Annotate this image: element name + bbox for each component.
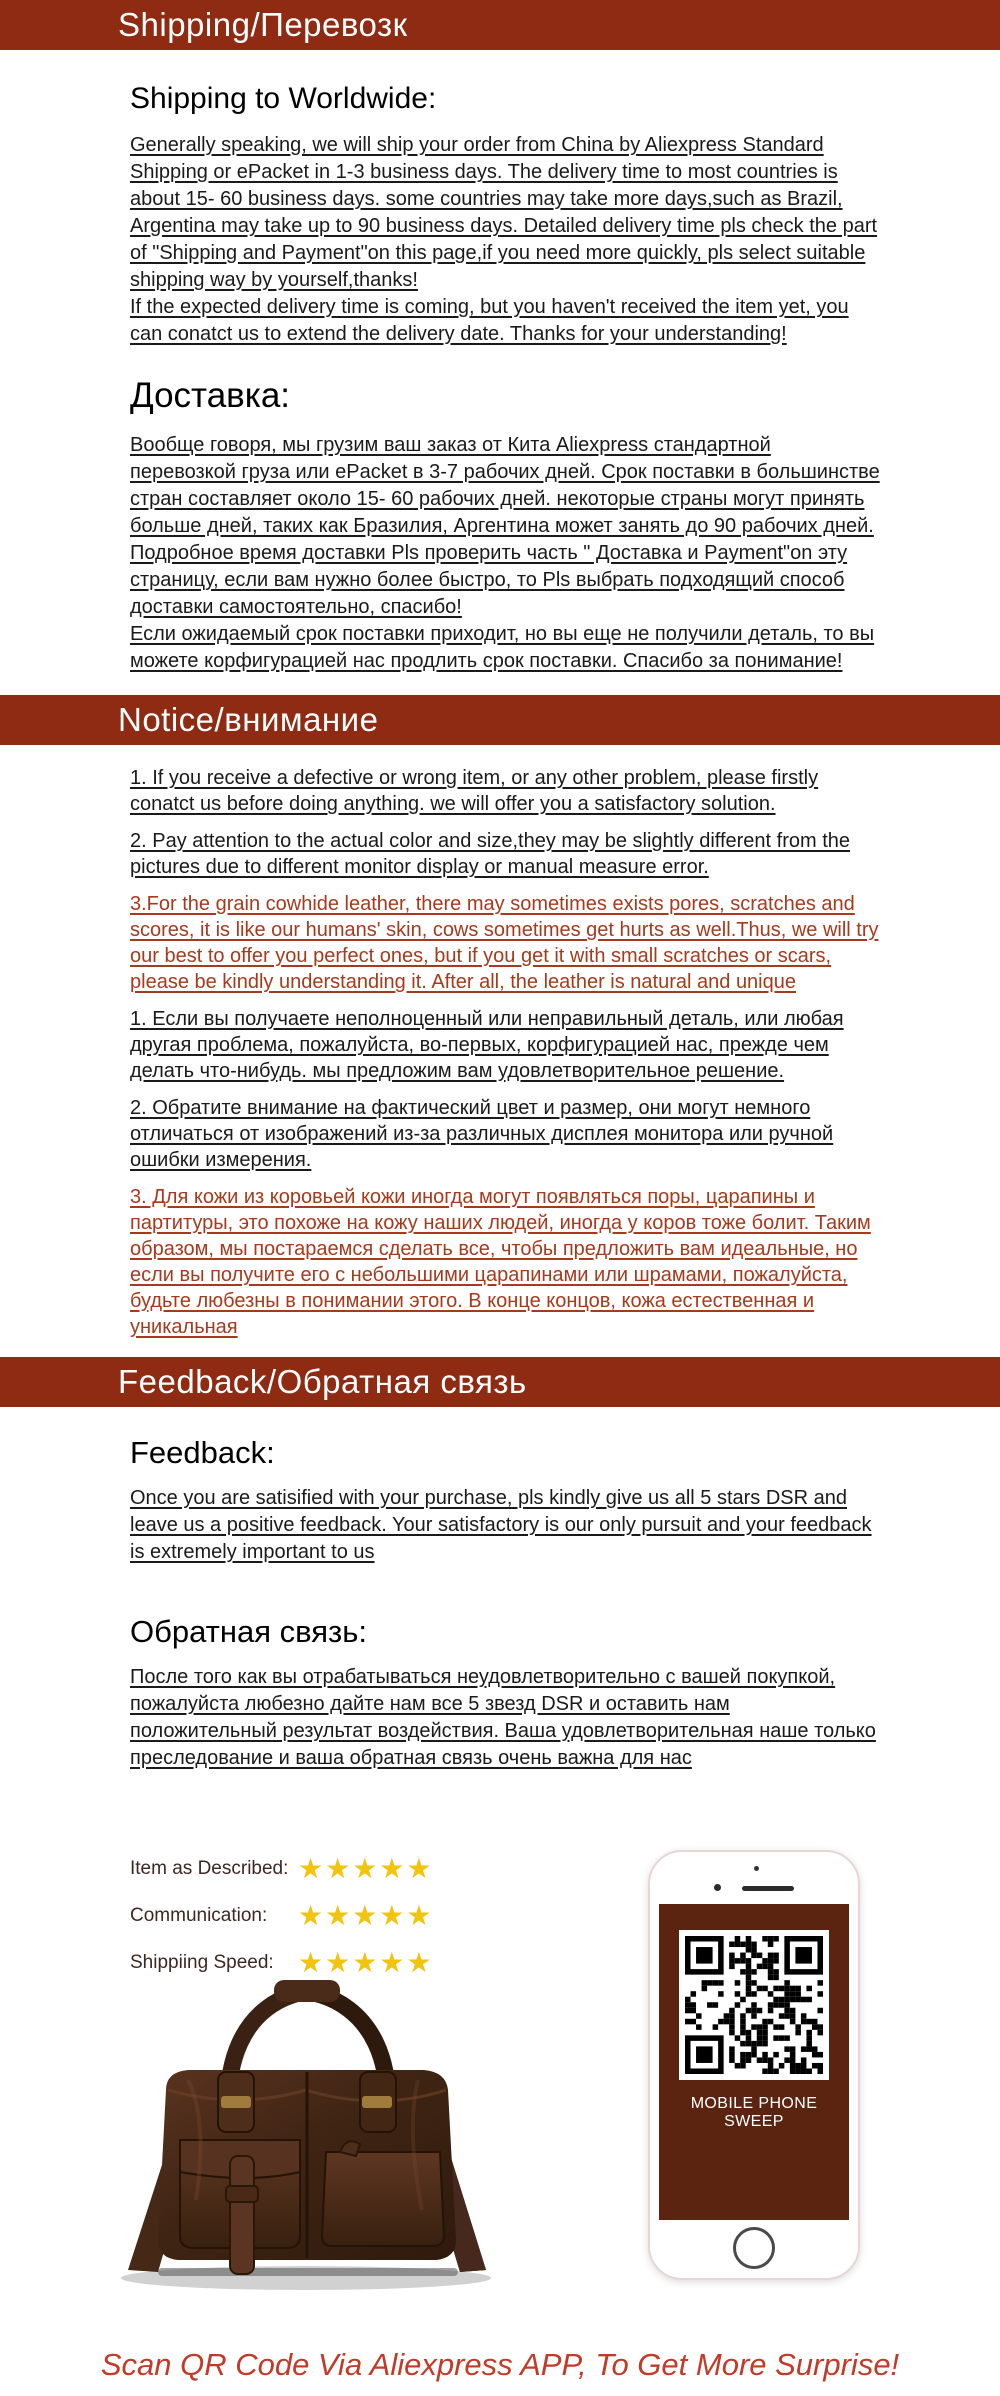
- shipping-en-paragraph: Generally speaking, we will ship your order from China by Aliexpress Standard Shipping or ePacket in 1-3 business days. The delivery time to most countries is about 15- 60 business days. some countries may take more days,such as Brazil, Argentina may take up to 90 business days. Detailed delivery time pls check the part of "Shipping and Payment"on this page,if you need more quickly, pls select suitable shipping way by yourself,thanks!: [130, 134, 878, 291]
- product-photo-leather-bag: [88, 1940, 524, 2300]
- shipping-ru-paragraph: Если ожидаемый срок поставки приходит, но вы еще не получили деталь, то вы можете корфигурацией нас продлить срок поставки. Спасибо за понимание!: [130, 623, 875, 672]
- promo-visual-area: [0, 1772, 1000, 2334]
- notice-ru-item: 2. Обратите внимание на фактический цвет и размер, они могут немного отличаться от изображений из-за различных дисплея монитора или ручной ошибки измерения.: [130, 1097, 834, 1171]
- notice-section: [0, 745, 1000, 1357]
- feedback-en-heading: Feedback:: [130, 1435, 275, 1470]
- notice-ru-item: 1. Если вы получаете неполноценный или неправильный деталь, или любая другая проблема, пожалуйста, во-первых, корфигурацией нас, прежде чем делать что-нибудь. мы предложим вам удовлетворительное решение.: [130, 1008, 844, 1082]
- rating-label: Shippiing Speed:: [130, 1952, 274, 1973]
- phone-mockup: [648, 1850, 860, 2280]
- leather-bag-illustration: [88, 1940, 524, 2300]
- phone-home-button: [733, 2227, 775, 2269]
- qr-code: [685, 1936, 823, 2074]
- rating-label: Item as Described:: [130, 1858, 289, 1879]
- rating-label: Communication:: [130, 1905, 268, 1926]
- phone-top-dot: [754, 1866, 759, 1871]
- feedback-section-bar: [0, 1357, 1000, 1407]
- phone-screen-caption: MOBILE PHONE SWEEP: [690, 2095, 818, 2130]
- five-star-rating: ★★★★★: [298, 1946, 434, 1979]
- feedback-en-text: Once you are satisified with your purchase, pls kindly give us all 5 stars DSR and leave us a positive feedback. Your satisfactory is our only pursuit and your feedback is extremely important to us: [130, 1487, 872, 1563]
- footer-tagline: Scan QR Code Via Aliexpress APP, To Get More Surprise!: [100, 2347, 900, 2382]
- feedback-ru-heading: Обратная связь:: [130, 1614, 368, 1649]
- shipping-section: [0, 50, 1000, 695]
- qr-code-panel: [679, 1930, 829, 2080]
- notice-section-title: Notice/внимание: [118, 701, 379, 738]
- shipping-ru-paragraph: Подробное время доставки Pls проверить часть " Доставка и Payment"on эту страницу, если вам нужно более быстро, то Pls выбрать подходящий способ доставки самостоятельно, спасибо!: [130, 542, 848, 618]
- rating-row: [130, 1854, 434, 1884]
- notice-en-item: 2. Pay attention to the actual color and size,they may be slightly different from the pictures due to different monitor display or manual measure error.: [130, 830, 851, 878]
- notice-en-item: 1. If you receive a defective or wrong item, or any other problem, please firstly conatct us before doing anything. we will offer you a satisfactory solution.: [130, 767, 819, 815]
- feedback-section-title: Feedback/Обратная связь: [118, 1363, 527, 1400]
- shipping-ru-paragraph: Вообще говоря, мы грузим ваш заказ от Кита Aliexpress стандартной перевозкой груза или ePacket в 3-7 рабочих дней. Срок поставки в большинстве стран составляет около 15- 60 рабочих дней. некоторые страны могут принять больше дней, таких как Бразилия, Аргентина может занять до 90 рабочих дней.: [130, 434, 880, 537]
- feedback-section: [0, 1407, 1000, 1772]
- rating-row: [130, 1901, 434, 1931]
- five-star-rating: ★★★★★: [298, 1852, 434, 1885]
- phone-screen: [659, 1904, 849, 2220]
- feedback-ru-text: После того как вы отрабатываться неудовлетворительно с вашей покупкой, пожалуйста любезно дайте нам все 5 звезд DSR и оставить нам положительный результат воздействия. Ваша удовлетворительная наше только преследование и ваша обратная связь очень важна для нас: [130, 1666, 876, 1769]
- five-star-rating: ★★★★★: [298, 1899, 434, 1932]
- shipping-ru-heading: Доставка:: [130, 376, 291, 415]
- phone-speaker: [742, 1886, 794, 1891]
- shipping-en-heading: Shipping to Worldwide:: [130, 82, 437, 115]
- notice-ru-item-red: 3. Для кожи из коровьей кожи иногда могут появляться поры, царапины и партитуры, это похоже на кожу наших людей, иногда у коров тоже болит. Таким образом, мы постараемся сделать все, чтобы предложить вам идеальные, но если вы получите его с небольшими царапинами или шрамами, пожалуйста, будьте любезны в понимании этого. В конце концов, кожа естественная и уникальная: [130, 1186, 871, 1338]
- phone-camera-icon: [714, 1884, 721, 1891]
- shipping-section-bar: [0, 0, 1000, 50]
- shipping-en-paragraph: If the expected delivery time is coming, but you haven't received the item yet, you can conatct us to extend the delivery date. Thanks for your understanding!: [130, 296, 849, 345]
- notice-section-bar: [0, 695, 1000, 745]
- shipping-section-title: Shipping/Перевозк: [118, 6, 408, 43]
- notice-en-item-red: 3.For the grain cowhide leather, there may sometimes exists pores, scratches and scores, it is like our humans' skin, cows sometimes get hurts as well.Thus, we will try our best to offer you perfect ones, but if you get it with small scratches or scars, please be kindly understanding it. After all, the leather is natural and unique: [130, 893, 879, 993]
